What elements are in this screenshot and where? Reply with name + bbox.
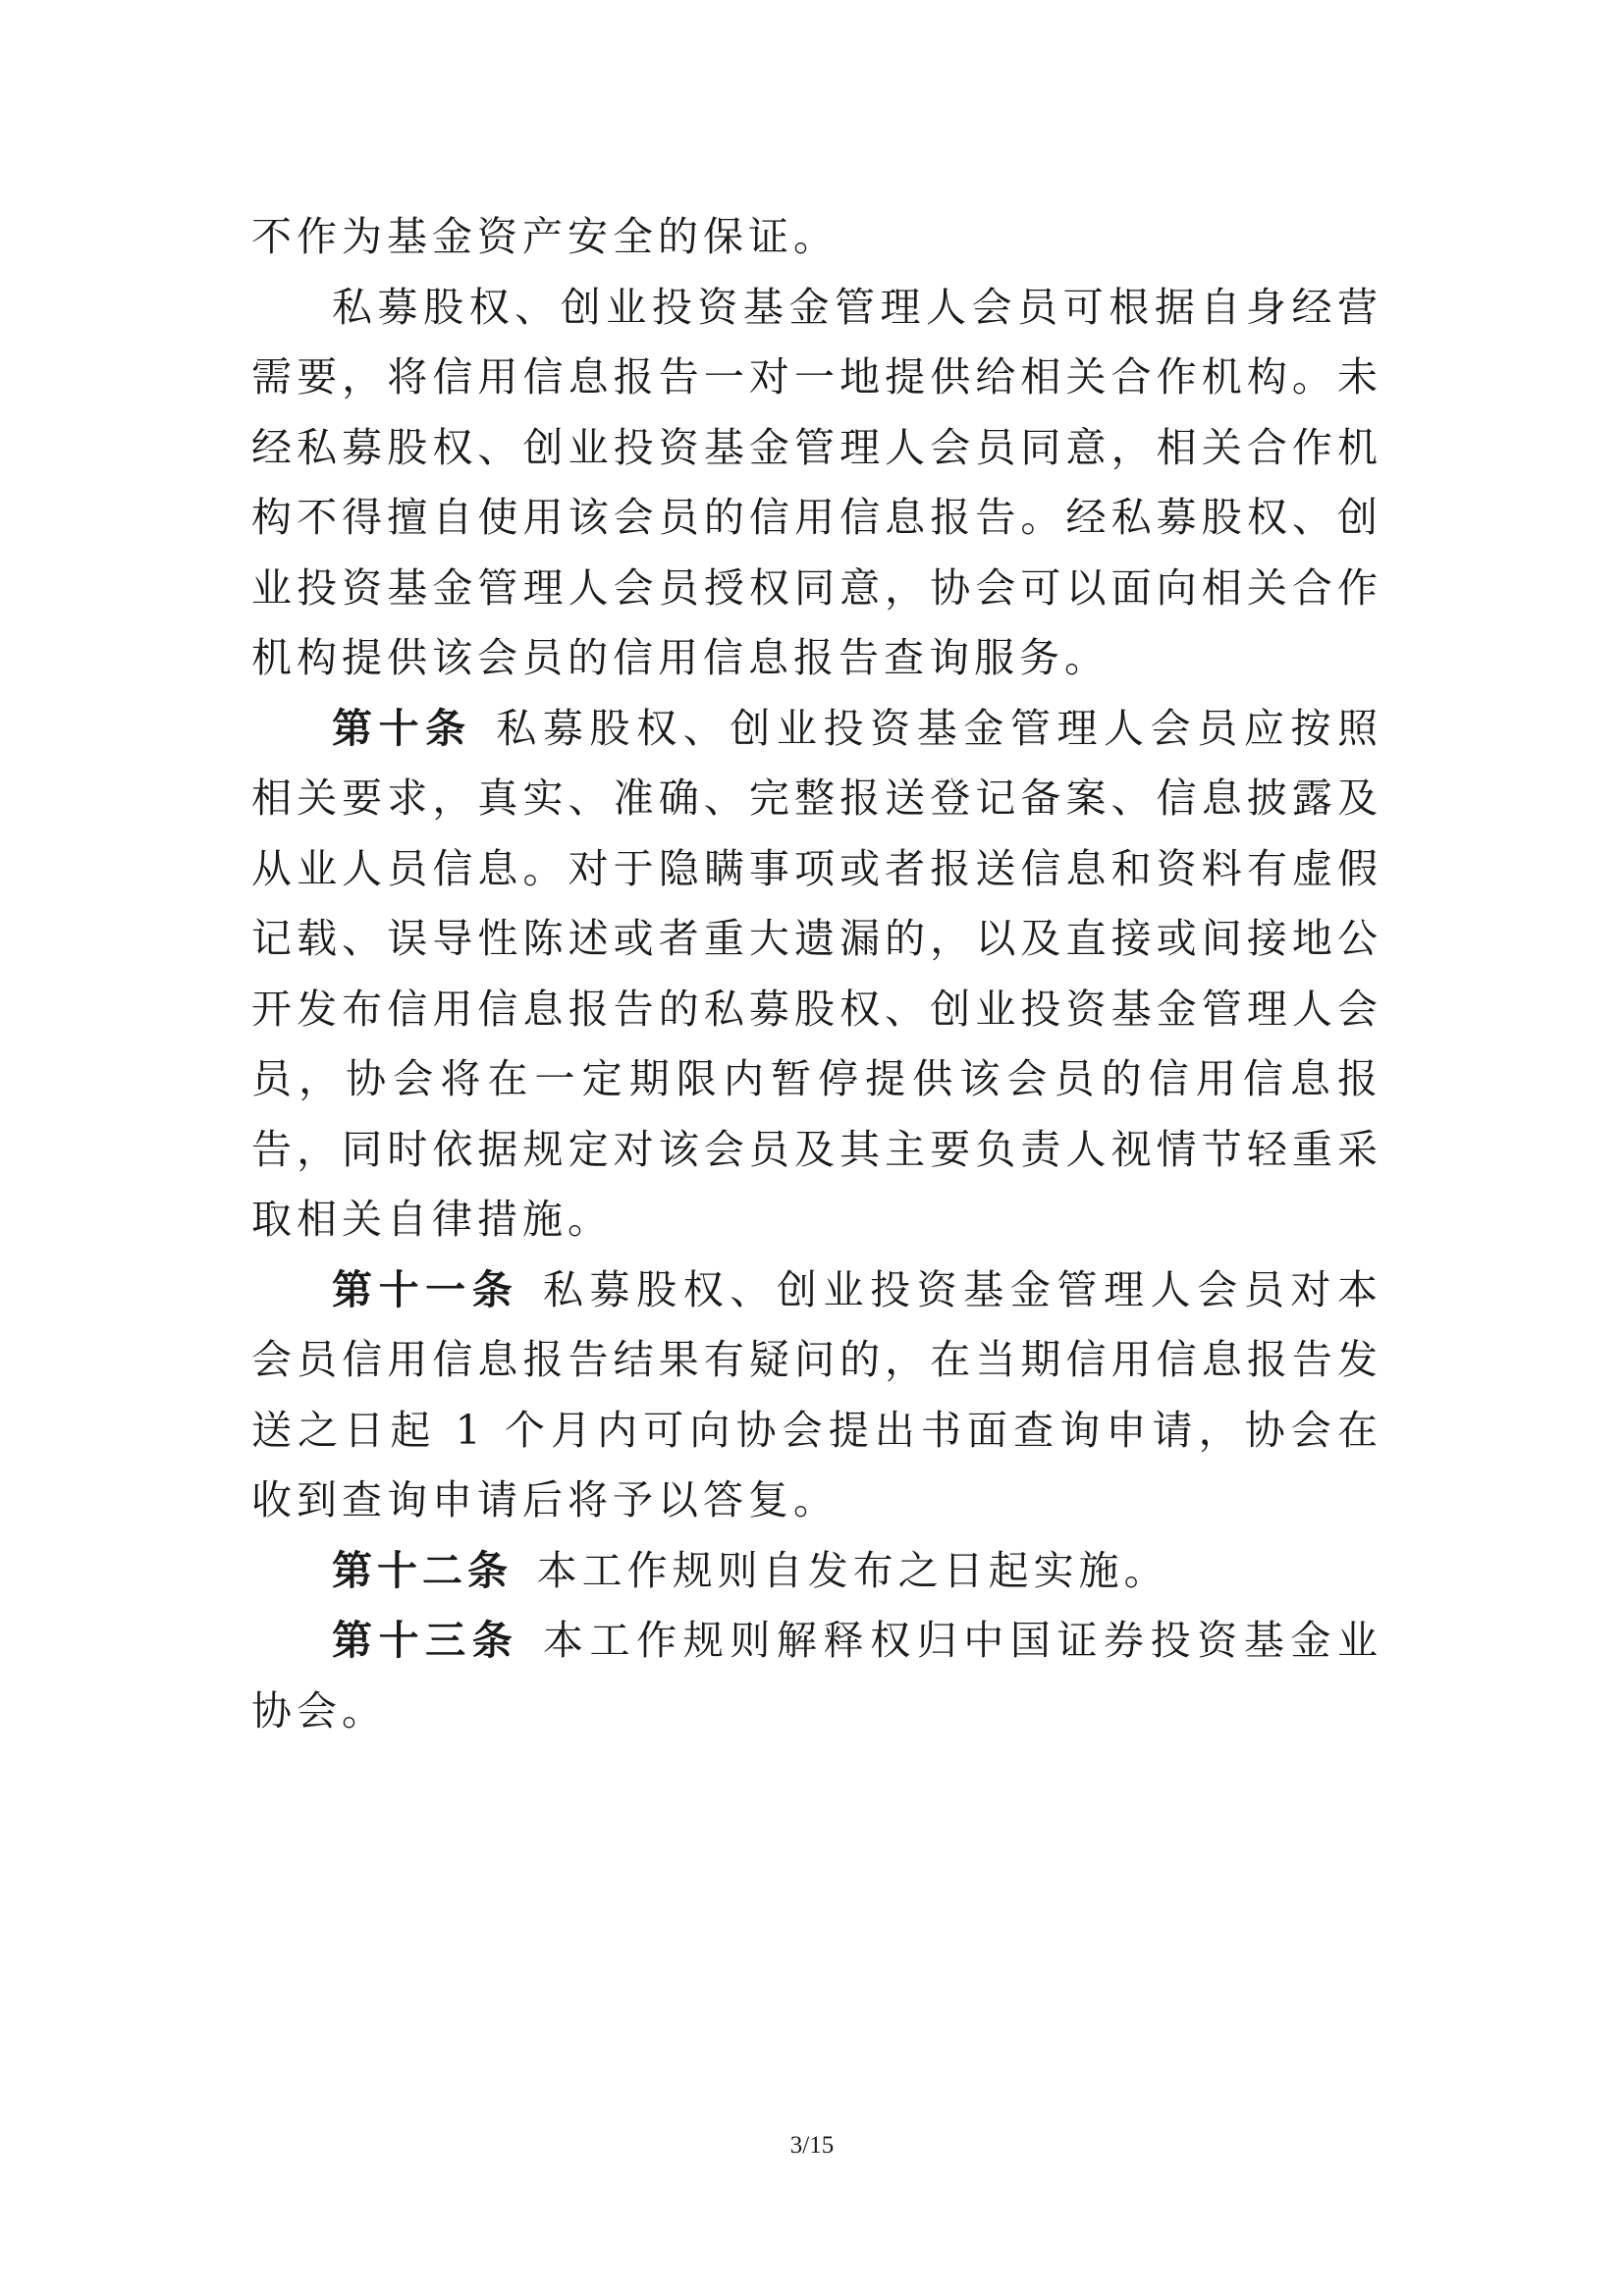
article-number: 第十二条	[332, 1546, 513, 1594]
paragraph-text: 不作为基金资产安全的保证。	[251, 213, 839, 260]
paragraph-cooperation-agencies	[251, 273, 1382, 694]
paragraph-continuation	[251, 202, 1382, 273]
article-text: 本工作规则自发布之日起实施。	[536, 1546, 1169, 1594]
article-11	[251, 1255, 1382, 1536]
document-body	[251, 202, 1382, 1746]
paragraph-text: 私募股权、创业投资基金管理人会员可根据自身经营需要，将信用信息报告一对一地提供给相关合作机构。未经私募股权、创业投资基金管理人会员同意，相关合作机构不得擅自使用该会员的信用信息报告。经私募股权、创业投资基金管理人会员授权同意，协会可以面向相关合作机构提供该会员的信用信息报告查询服务。	[251, 283, 1382, 681]
article-number: 第十一条	[332, 1265, 519, 1313]
article-text: 私募股权、创业投资基金管理人会员对本会员信用信息报告结果有疑问的，在当期信用信息报告发送之日起 1 个月内可向协会提出书面查询申请，协会在收到查询申请后将予以答复。	[251, 1265, 1383, 1523]
article-number: 第十三条	[332, 1617, 519, 1664]
article-10	[251, 694, 1382, 1255]
article-text: 本工作规则解释权归中国证券投资基金业协会。	[251, 1617, 1383, 1735]
article-text: 私募股权、创业投资基金管理人会员应按照相关要求，真实、准确、完整报送登记备案、信息披露及从业人员信息。对于隐瞒事项或者报送信息和资料有虚假记载、误导性陈述或者重大遗漏的，以及直接或间接地公开发布信用信息报告的私募股权、创业投资基金管理人会员，协会将在一定期限内暂停提供该会员的信用信息报告，同时依据规定对该会员及其主要负责人视情节轻重采取相关自律措施。	[251, 704, 1383, 1243]
article-number: 第十条	[332, 704, 472, 752]
page-number: 3/15	[789, 2132, 835, 2159]
article-12	[251, 1536, 1382, 1607]
article-13	[251, 1606, 1382, 1746]
